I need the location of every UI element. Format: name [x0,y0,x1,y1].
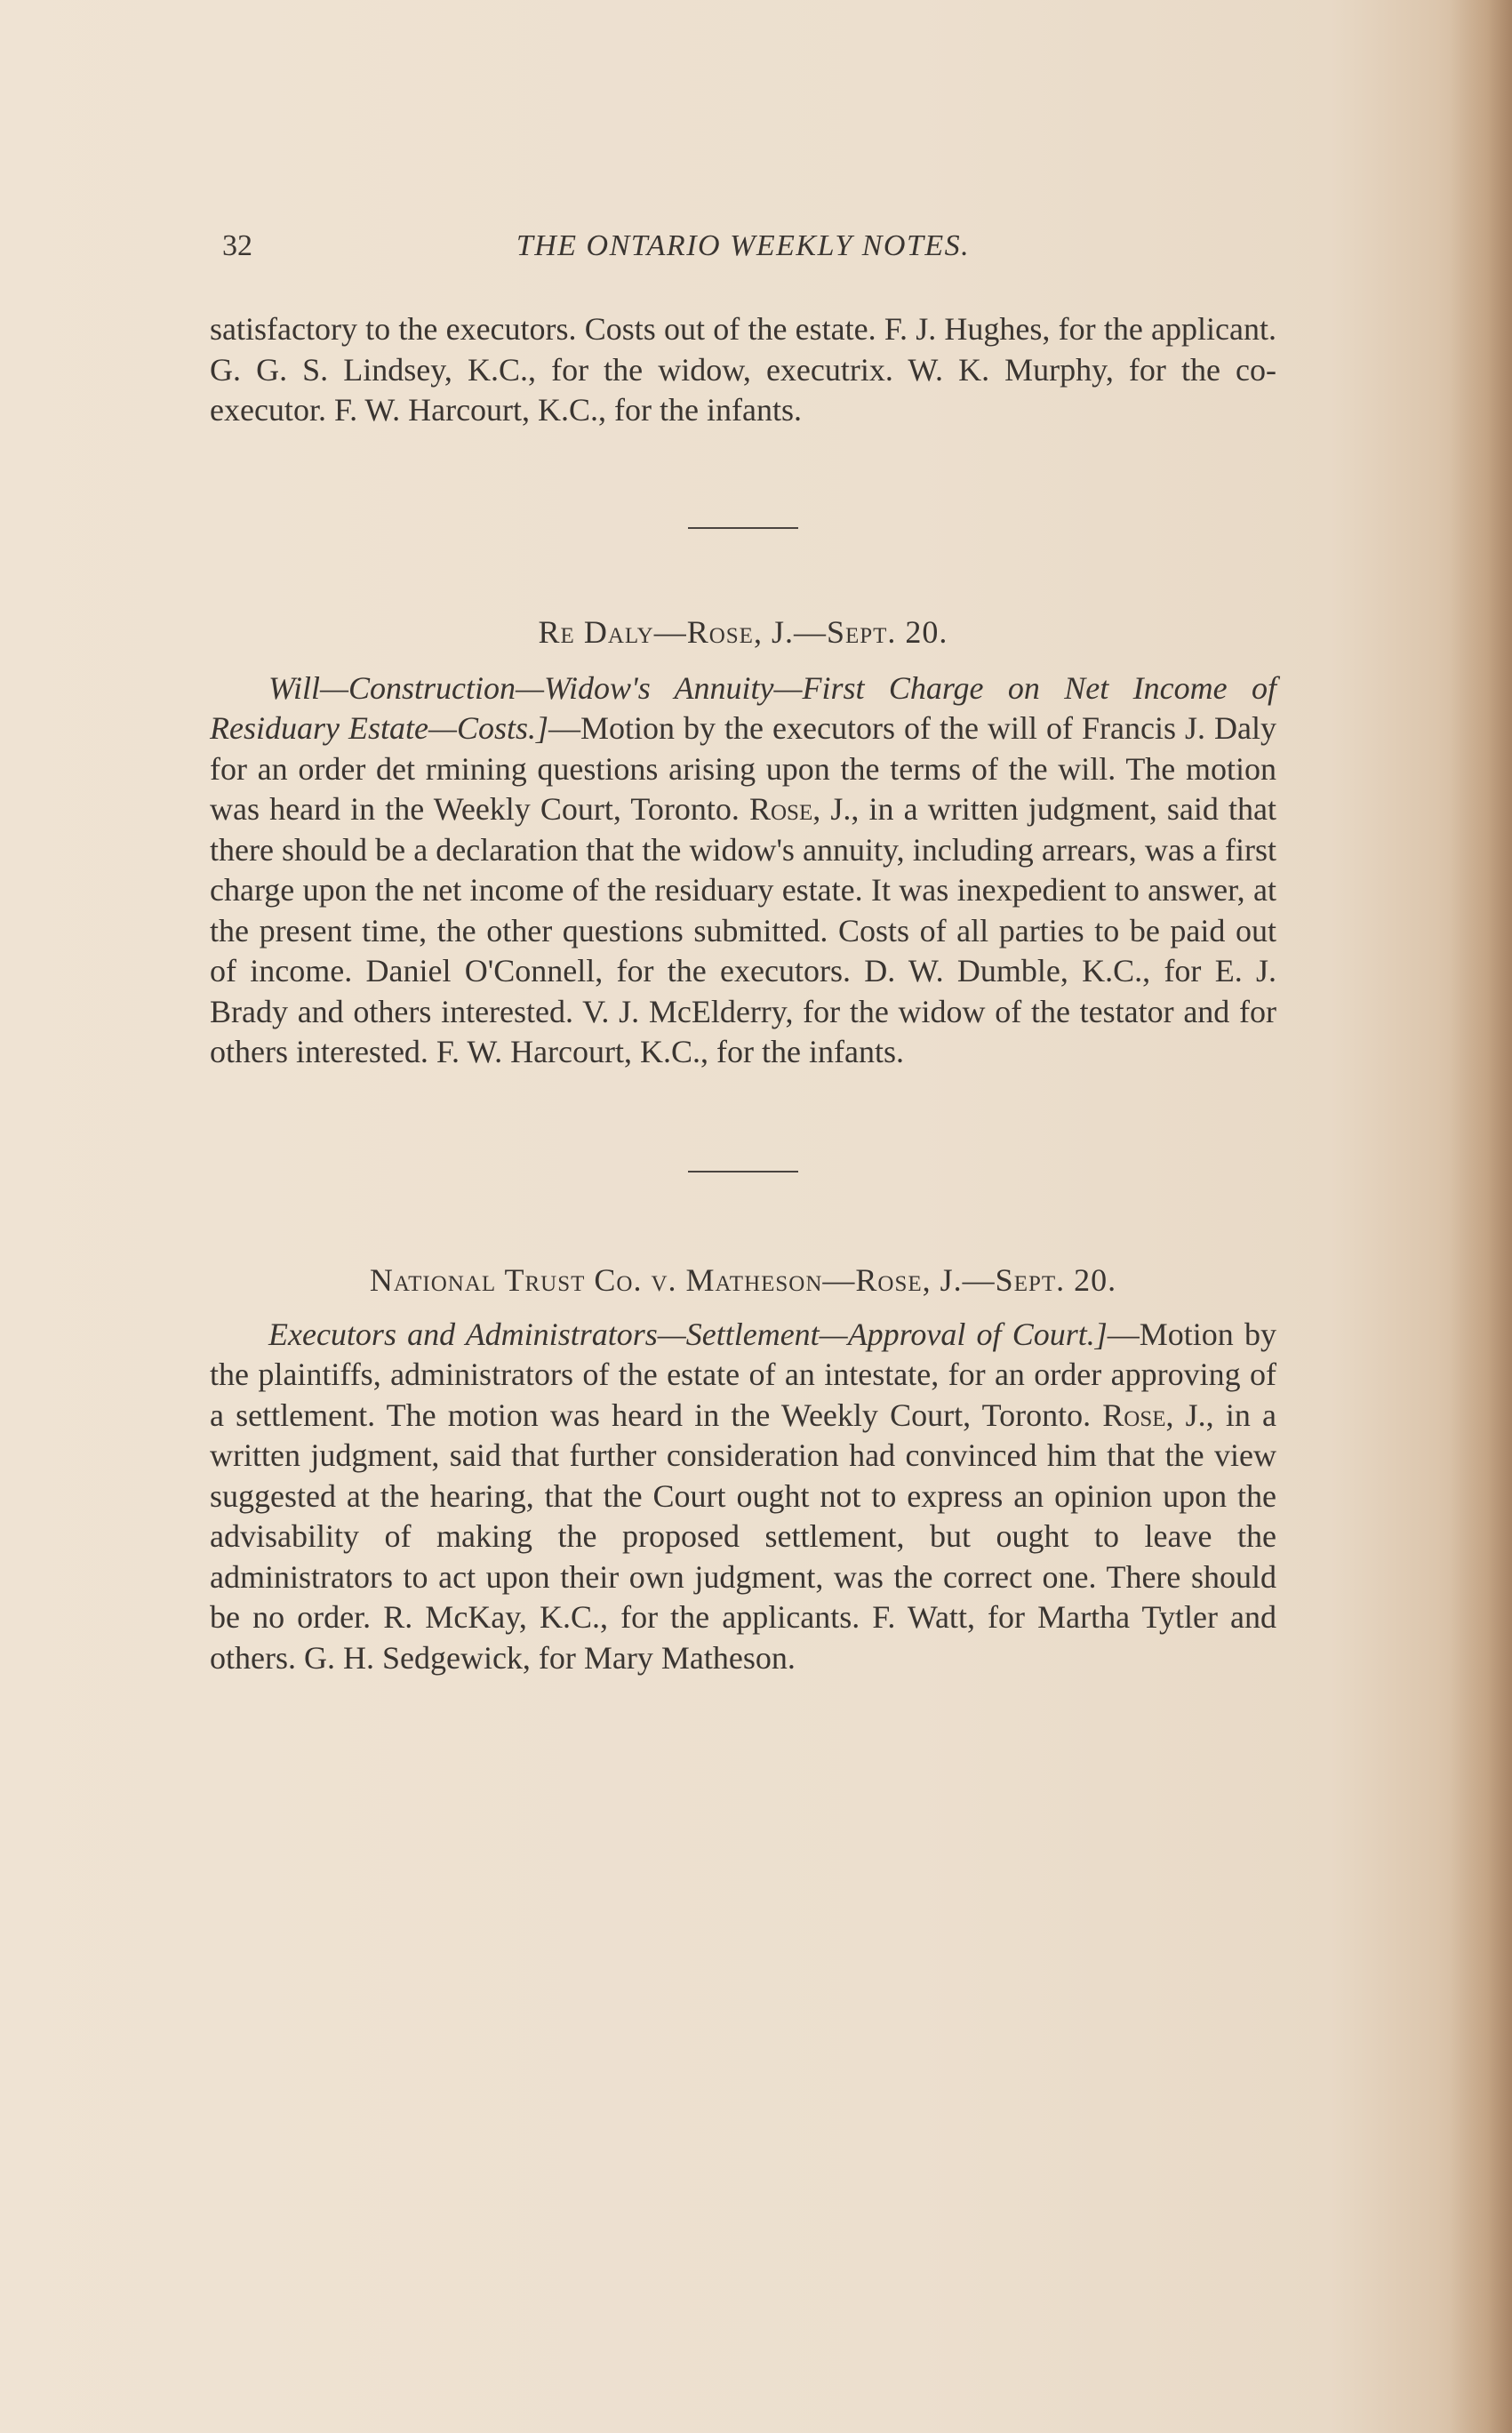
journal-title: THE ONTARIO WEEKLY NOTES. [516,229,971,262]
case-text-national-trust-b: , J., in a written judgment, said that further consideration had convinced him that the view suggested at the hearing, that the Court ought not to express an opinion upon the advisability of making the proposed settlement, but ought to leave the administrators to act upon their own judgment, was the correct one. There should be no order. R. McKay, K.C., for the applicants. F. Watt, for Martha Tytler and others. G. H. Sedgewick, for Mary Matheson. [210,1397,1276,1676]
case-heading-national-trust: National Trust Co. v. Matheson—Rose, J.—Sept. 20. [369,1261,1117,1298]
page-number: 32 [222,229,252,262]
case-body-daly [210,668,1276,1073]
catchwords-daly: Will—Construction—Widow's Annuity—First Charge on Net Income of Residuary Estate—Costs.] [210,669,1276,746]
case-text-daly-a: —Motion by the executors of the will of Francis J. Daly for an order det rmining questions arising upon the terms of the will. The motion was heard in the Weekly Court, Toronto. [210,710,1276,827]
case-body-national-trust [210,1315,1276,1679]
running-head [210,222,1276,267]
section-divider [688,1171,798,1172]
case-text-national-trust-a: —Motion by the plaintiffs, administrators of the estate of an intestate, for an order approving of a settlement. The motion was heard in the Weekly Court, Toronto. [210,1316,1276,1433]
page-edge-shadow [1450,0,1512,2433]
judge-name-national-trust: Rose [1102,1397,1166,1433]
continuation-paragraph: satisfactory to the executors. Costs out of the estate. F. J. Hughes, for the applicant. G. G. S. Lindsey, K.C., for the widow, executrix. W. K. Murphy, for the co-executor. F. W. Harcourt, K.C., for the infants. [210,311,1276,428]
case-text-daly-b: , J., in a written judgment, said that there should be a declaration that the widow's annuity, including arrears, was a first charge upon the net income of the residuary estate. It was inexpedient to answer, at the present time, the other questions submitted. Costs of all parties to be paid out of income. Daniel O'Connell, for the executors. D. W. Dumble, K.C., for E. J. Brady and others interested. V. J. McElderry, for the widow of the testator and for others interested. F. W. Harcourt, K.C., for the infants. [210,791,1276,1069]
case-heading-daly: Re Daly—Rose, J.—Sept. 20. [538,613,948,650]
text-column [210,222,1276,1678]
catchwords-national-trust: Executors and Administrators—Settlement—Approval of Court.] [268,1316,1108,1352]
judge-name-daly: Rose [748,791,813,827]
section-divider [688,527,798,529]
